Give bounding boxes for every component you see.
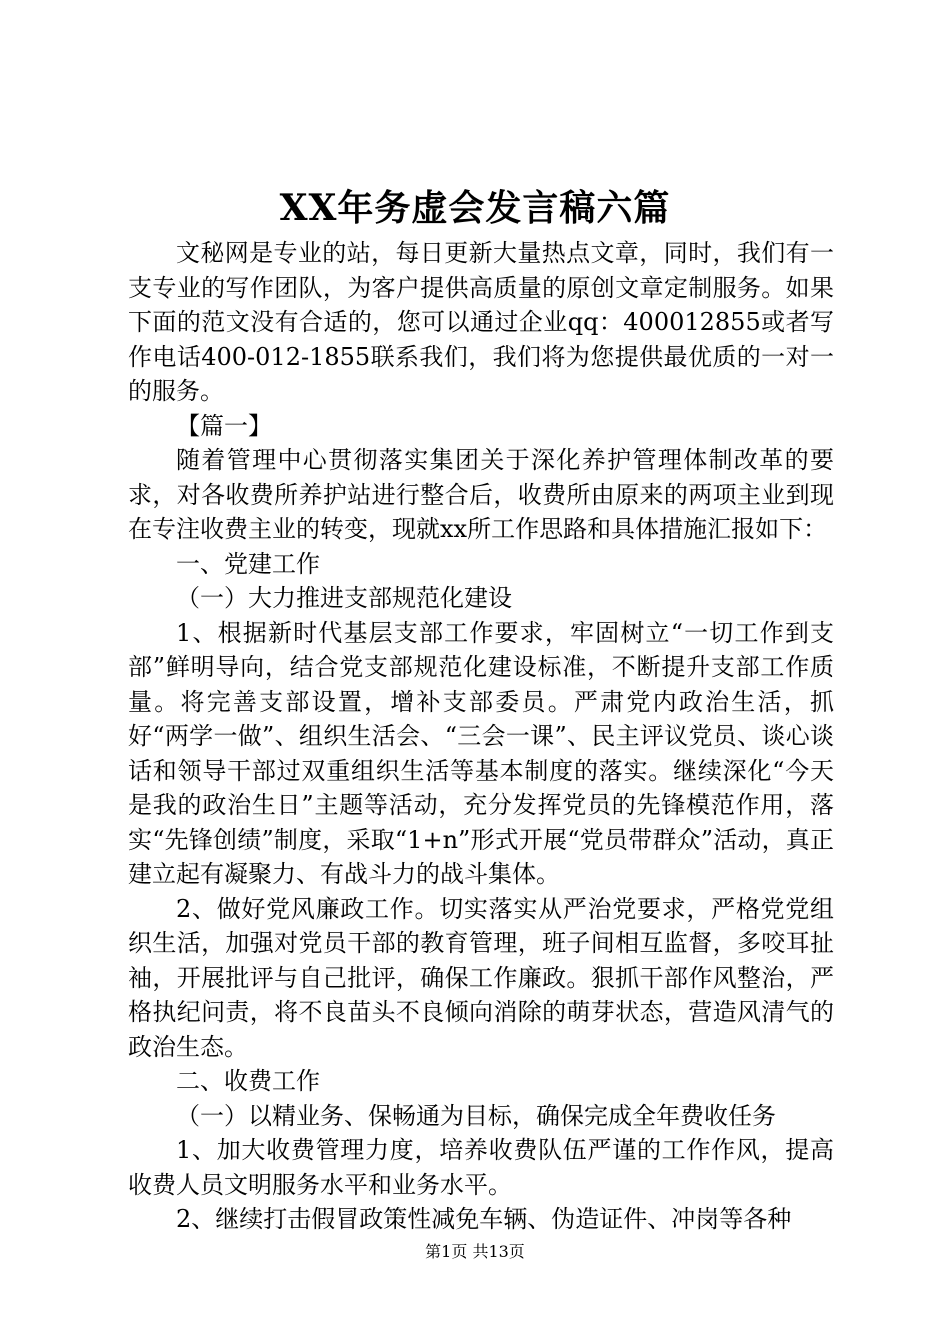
heading-party-building: 一、党建工作 bbox=[176, 549, 320, 578]
paragraph: 2、做好党风廉政工作。切实落实从严治党要求，严格党党组织生活，加强对党员干部的教育管理，班子间相互监督，多咬耳扯袖，开展批评与自己批评，确保工作廉政。狠抓干部作风整治，严格执纪问责，将不良苗头不良倾向消除的萌芽状态，营造风清气的政治生态。 bbox=[128, 894, 834, 1061]
document-body bbox=[128, 236, 834, 1237]
document-title: XX年务虚会发言稿六篇 bbox=[279, 187, 671, 229]
paragraph: 随着管理中心贯彻落实集团关于深化养护管理体制改革的要求，对各收费所养护站进行整合后，收费所由原来的两项主业到现在专注收费主业的转变，现就xx所工作思路和具体措施汇报如下： bbox=[128, 446, 834, 543]
subheading-branch-standardization: （一）大力推进支部规范化建设 bbox=[176, 584, 512, 612]
paragraph: 2、继续打击假冒政策性减免车辆、伪造证件、冲岗等各种 bbox=[176, 1205, 792, 1233]
paragraph: 1、根据新时代基层支部工作要求，牢固树立“一切工作到支部”鲜明导向，结合党支部规范化建设标准，不断提升支部工作质量。将完善支部设置，增补支部委员。严肃党内政治生活，抓好“两学一做”、组织生活会、“三会一课”、民主评议党员、谈心谈话和领导干部过双重组织生活等基本制度的落实。继续深化“今天是我的政治生日”主题等活动，充分发挥党员的先锋模范作用，落实“先锋创绩”制度，采取“1+n”形式开展“党员带群众”活动，真正建立起有凝聚力、有战斗力的战斗集体。 bbox=[128, 618, 834, 888]
paragraph: 1、加大收费管理力度，培养收费队伍严谨的工作作风，提高收费人员文明服务水平和业务水平。 bbox=[128, 1136, 834, 1199]
section-heading-part-one: 【篇一】 bbox=[176, 411, 272, 440]
heading-toll-work: 二、收费工作 bbox=[176, 1067, 320, 1095]
intro-paragraph: 文秘网是专业的站，每日更新大量热点文章，同时，我们有一支专业的写作团队，为客户提供高质量的原创文章定制服务。如果下面的范文没有合适的，您可以通过企业qq：400012855或者写作电话400-012-1855联系我们，我们将为您提供最优质的一对一的服务。 bbox=[128, 239, 834, 405]
page-footer: 第1页 共13页 bbox=[425, 1242, 525, 1261]
subheading-toll-target: （一）以精业务、保畅通为目标，确保完成全年费收任务 bbox=[176, 1101, 776, 1130]
